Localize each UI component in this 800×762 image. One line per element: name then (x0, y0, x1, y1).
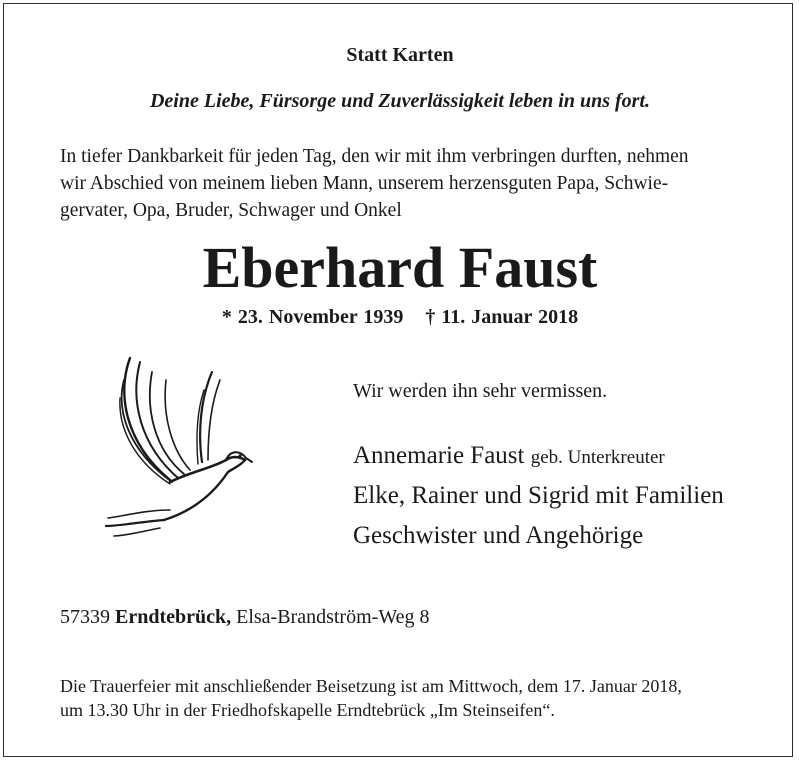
life-dates (0, 306, 800, 329)
mourner-spouse-name: Annemarie Faust (353, 442, 525, 469)
mourner-children: Elke, Rainer und Sigrid mit Familien (353, 482, 724, 509)
intro-text (60, 143, 689, 224)
motto: Deine Liebe, Fürsorge und Zuverlässigkeit leben in uns fort. (149, 90, 651, 112)
mourner-spouse (353, 442, 665, 470)
street: Elsa-Brandström-Weg 8 (236, 606, 430, 628)
farewell-message: Wir werden ihn sehr vermissen. (353, 380, 608, 402)
mourner-relatives: Geschwister und Angehörige (353, 522, 644, 549)
dove-icon (100, 350, 255, 540)
intro-line: In tiefer Dankbarkeit für jeden Tag, den wir mit ihm verbringen durften, nehmen (60, 146, 689, 167)
notice-line: Die Trauerfeier mit anschließender Beisetzung ist am Mittwoch, dem 17. Januar 2018, (60, 676, 682, 696)
birth-date: * 23. November 1939 (221, 306, 404, 328)
address (60, 606, 429, 629)
header-title: Statt Karten (346, 44, 454, 66)
mourner-spouse-maiden: geb. Unterkreuter (530, 447, 665, 468)
notice-line: um 13.30 Uhr in der Friedhofskapelle Erndtebrück „Im Steinseifen“. (60, 700, 555, 720)
intro-line: gervater, Opa, Bruder, Schwager und Onkel (60, 200, 402, 221)
postcode: 57339 (60, 606, 110, 628)
intro-line: wir Abschied von meinem lieben Mann, unserem herzensguten Papa, Schwie- (60, 173, 669, 194)
death-date: † 11. Januar 2018 (425, 306, 579, 328)
deceased-name: Eberhard Faust (202, 235, 598, 300)
funeral-notice (60, 674, 682, 722)
city: Erndtebrück, (115, 606, 232, 628)
